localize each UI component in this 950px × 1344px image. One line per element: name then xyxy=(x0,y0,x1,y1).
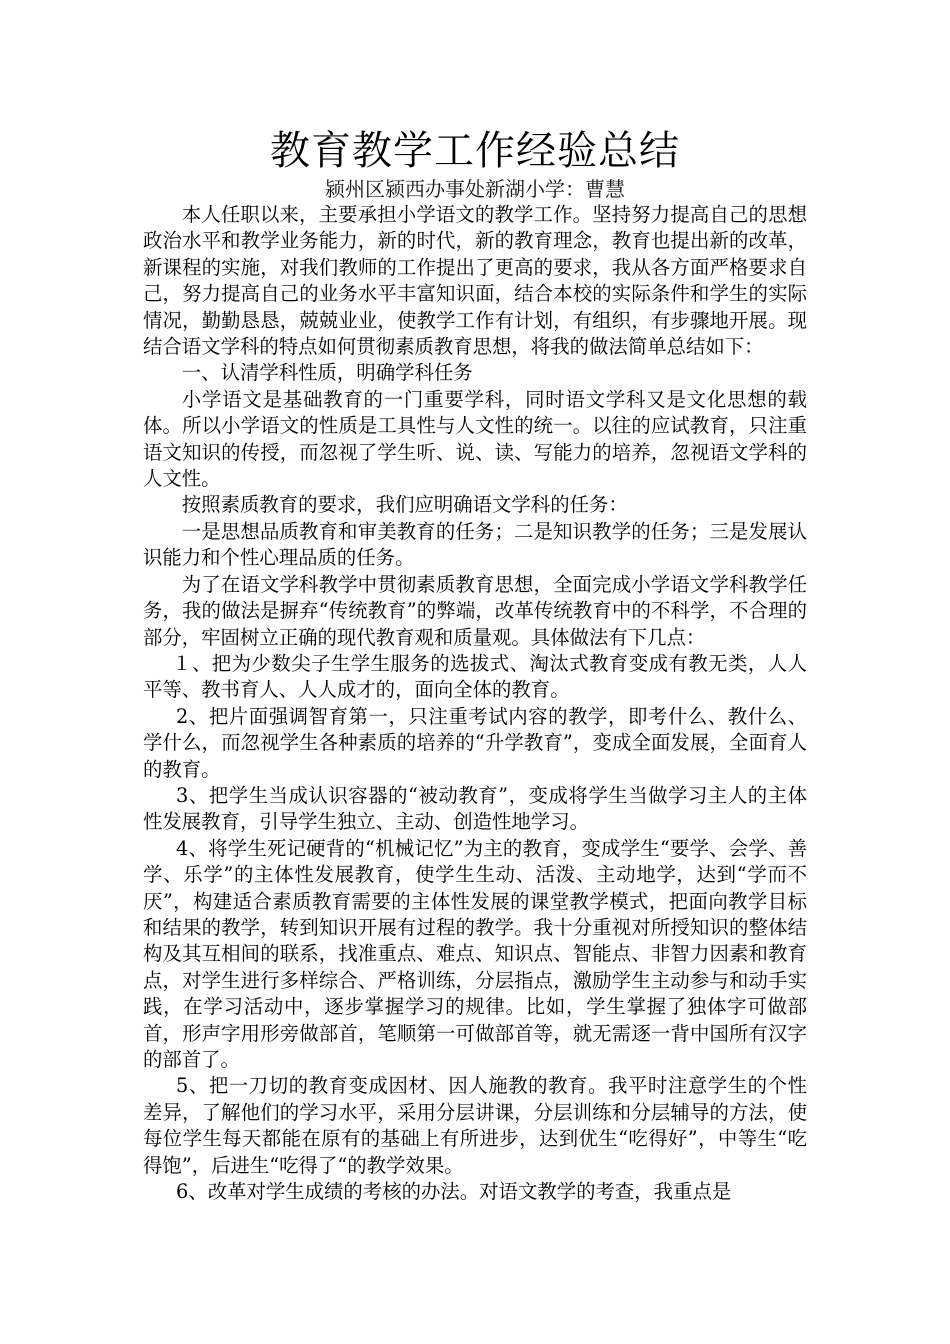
paragraph-methods-intro: 为了在语文学科教学中贯彻素质教育思想，全面完成小学语文学科教学任务，我的做法是摒弃“传统教育”的弊端，改革传统教育中的不科学，不合理的部分，牢固树立正确的现代教育观和质量观。具体做法有下几点： xyxy=(143,572,807,649)
list-item-5: 5、把一刀切的教育变成因材、因人施教的教育。我平时注意学生的个性差异，了解他们的学习水平，采用分层讲课，分层训练和分层辅导的方法，使每位学生每天都能在原有的基础上有所进步，达到优生“吃得好”，中等生“吃得饱”，后进生“吃得了“的教学效果。 xyxy=(143,1074,807,1177)
list-item-1: １、把为少数尖子生学生服务的选拔式、淘汰式教育变成有教无类，人人平等、教书育人、人人成才的，面向全体的教育。 xyxy=(143,651,807,702)
document-content xyxy=(143,126,807,1205)
list-item-4: 4、将学生死记硬背的“机械记忆”为主的教育，变成学生“要学、会学、善学、乐学”的主体性发展教育，使学生生动、活泼、主动地学，达到“学而不厌”，构建适合素质教育需要的主体性发展的课堂教学模式，把面向教学目标和结果的教学，转到知识开展有过程的教学。我十分重视对所授知识的整体结构及其互相间的联系，找准重点、难点、知识点、智能点、非智力因素和教育点，对学生进行多样综合、严格训练，分层指点，激励学生主动参与和动手实践，在学习活动中，逐步掌握学习的规律。比如，学生掌握了独体字可做部首，形声字用形旁做部首，笔顺第一可做部首等，就无需逐一背中国所有汉字的部首了。 xyxy=(143,836,807,1071)
list-item-2: 2、把片面强调智育第一，只注重考试内容的教学，即考什么、教什么、学什么，而忽视学生各种素质的培养的“升学教育”，变成全面发展，全面育人的教育。 xyxy=(143,704,807,781)
document-author-line: 颍州区颍西办事处新湖小学：曹慧 xyxy=(325,177,625,201)
list-item-6: 6、改革对学生成绩的考核的办法。对语文教学的考查，我重点是 xyxy=(175,1180,732,1204)
paragraph-subject-task-intro: 按照素质教育的要求，我们应明确语文学科的任务： xyxy=(181,493,628,517)
paragraph-subject-nature: 小学语文是基础教育的一门重要学科，同时语文学科又是文化思想的载体。所以小学语文的性质是工具性与人文性的统一。以往的应试教育，只注重语文知识的传授，而忽视了学生听、说、读、写能力的培养，忽视语文学科的人文性。 xyxy=(143,387,807,491)
paragraph-intro: 本人任职以来，主要承担小学语文的教学工作。坚持努力提高自己的思想政治水平和教学业务能力，新的时代，新的教育理念，教育也提出新的改革，新课程的实施，对我们教师的工作提出了更高的要求，我从各方面严格要求自己，努力提高自己的业务水平丰富知识面，结合本校的实际条件和学生的实际情况，勤勤恳恳，兢兢业业，使教学工作有计划，有组织，有步骤地开展。现结合语文学科的特点如何贯彻素质教育思想，将我的做法简单总结如下： xyxy=(143,203,807,359)
list-item-3: 3、把学生当成认识容器的“被动教育”，变成将学生当做学习主人的主体性发展教育，引导学生独立、主动、创造性地学习。 xyxy=(143,783,807,834)
paragraph-subject-tasks: 一是思想品质教育和审美教育的任务；二是知识教学的任务；三是发展认识能力和个性心理品质的任务。 xyxy=(143,519,807,570)
section-heading-1: 一、认清学科性质，明确学科任务 xyxy=(181,361,473,385)
document-title: 教育教学工作经验总结 xyxy=(270,128,680,174)
